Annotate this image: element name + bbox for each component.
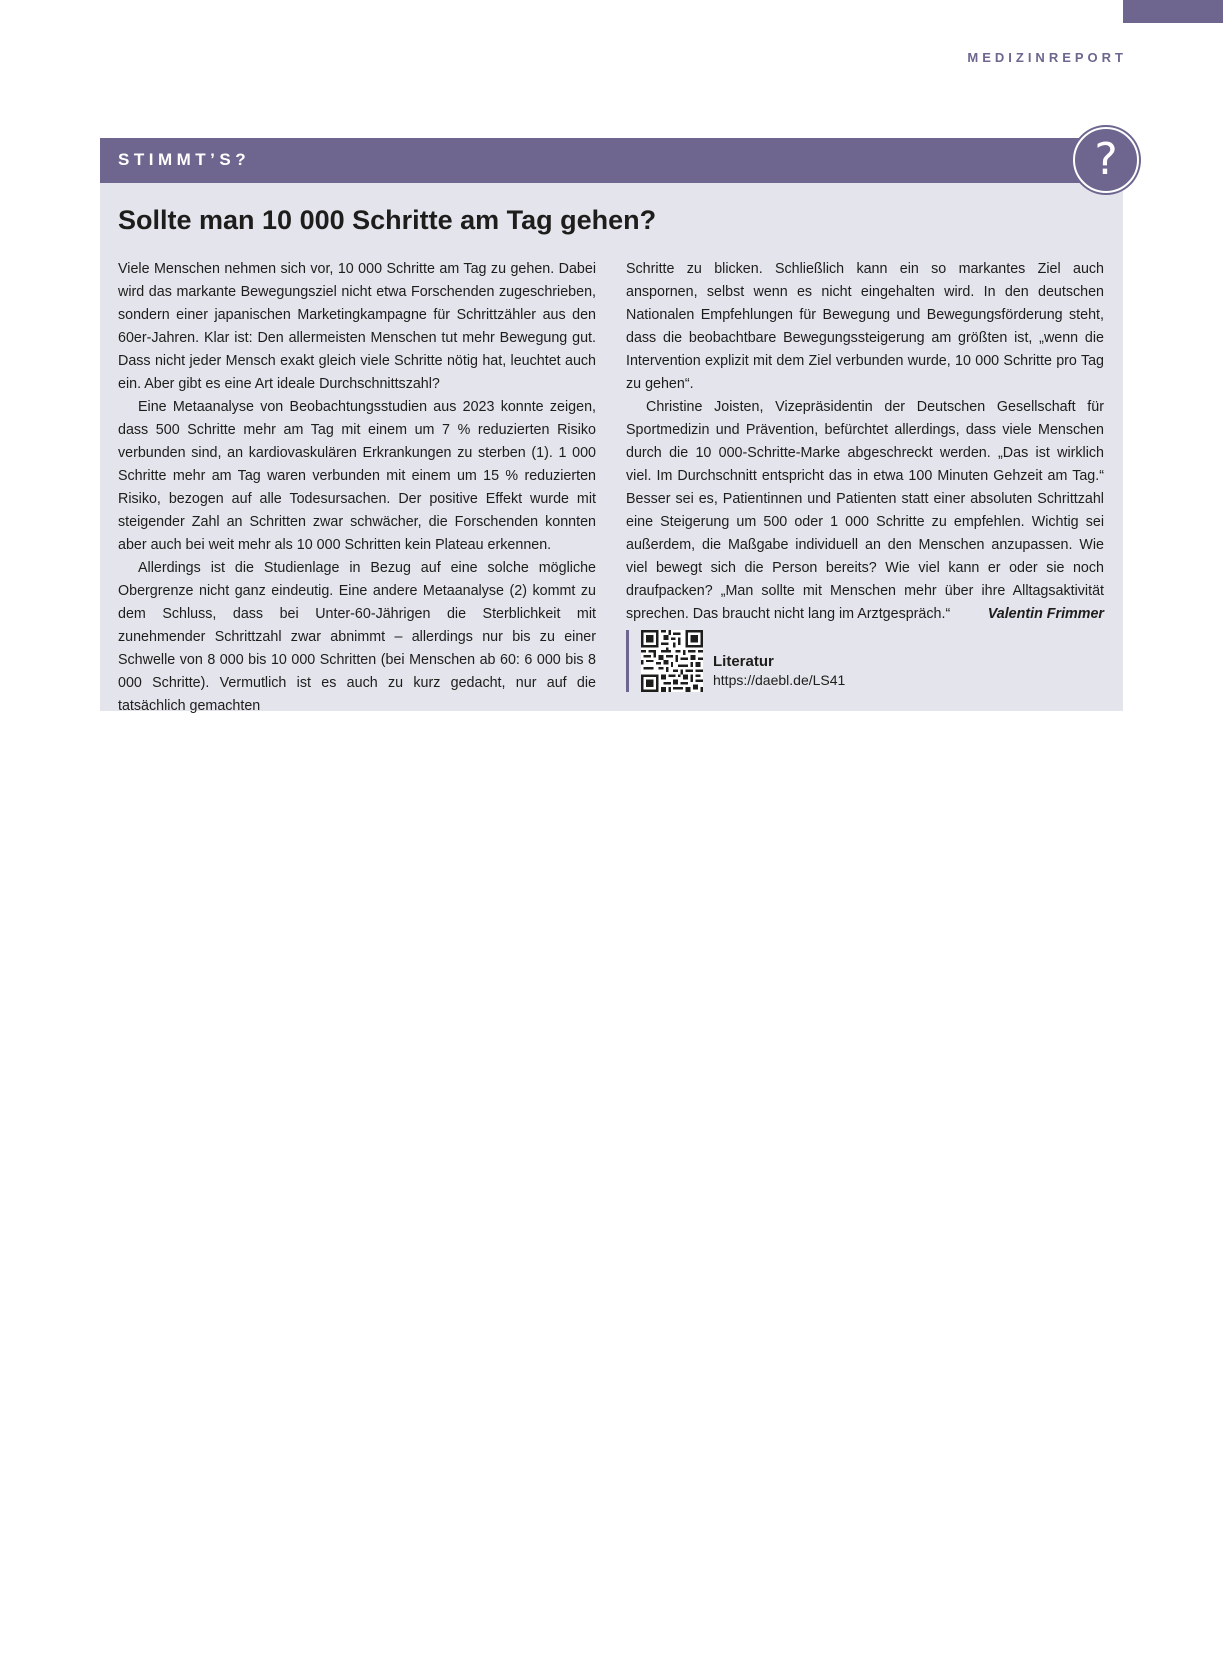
literature-text [713, 652, 845, 690]
literature-link[interactable]: https://daebl.de/LS41 [713, 672, 846, 688]
paragraph-text: Christine Joisten, Vizepräsidentin der Deutschen Gesellschaft für Sportmedizin und Prävention, befürchtet allerdings, dass viele Menschen durch die 10 000-Schritte-Marke abgeschreckt werden. „Das ist wirklich viel. Im Durchschnitt entspricht das in etwa 100 Minuten Gehzeit am Tag.“ Besser sei es, Patientinnen und Patienten statt einer absoluten Schrittzahl eine Steigerung um 500 oder 1 000 Schritte zu empfehlen. Wichtig sei außerdem, die Maßgabe individuell an den Menschen anzupassen. Wie viel bewegt sich die Person bereits? Wie viel kann er oder sie noch draufpacken? „Man sollte mit Menschen mehr über ihre Alltagsaktivität sprechen. Das braucht nicht lang im Arztgespräch.“ [626, 399, 1104, 622]
literature-block [626, 630, 845, 692]
question-mark-circle-icon: ? [1073, 127, 1139, 193]
qr-code-icon[interactable] [641, 630, 703, 692]
box-label: STIMMT’S? [118, 150, 251, 169]
paragraph: Viele Menschen nehmen sich vor, 10 000 Schritte am Tag zu gehen. Dabei wird das markante Bewegungsziel nicht etwa Forschenden zugeschrieben, sondern einer japanischen Marketingkampagne für Schrittzähler aus den 60er-Jahren. Klar ist: Den allermeisten Menschen tut mehr Bewegung gut. Dass nicht jeder Mensch exakt gleich viele Schritte nötig hat, leuchtet auch ein. Aber gibt es eine Art ideale Durchschnittszahl? [118, 261, 596, 392]
article-box [100, 138, 1123, 714]
article-column-left [118, 258, 596, 718]
paragraph: Allerdings ist die Studienlage in Bezug auf eine solche mögliche Obergrenze nicht ganz eindeutig. Eine andere Metaanalyse (2) kommt zu dem Schluss, dass bei Unter-60-Jährigen die Sterblichkeit mit zunehmender Schrittzahl zwar abnimmt – allerdings nur bis zu einer Schwelle von 8 000 bis 10 000 Schritten (bei Menschen ab 60: 6 000 bis 8 000 Schritte). Vermutlich ist es auch zu kurz gedacht, nur auf die tatsächlich gemachten [118, 560, 596, 714]
section-label: MEDIZINREPORT [967, 50, 1127, 65]
box-header [100, 138, 1123, 183]
paragraph-with-author [626, 396, 1104, 626]
article-column-right [626, 258, 1104, 626]
corner-tab [1123, 0, 1223, 23]
article-headline: Sollte man 10 000 Schritte am Tag gehen? [118, 205, 657, 235]
author-name: Valentin Frimmer [987, 606, 1104, 622]
literature-title: Literatur [713, 653, 774, 670]
paragraph: Eine Metaanalyse von Beobachtungsstudien aus 2023 konnte zeigen, dass 500 Schritte mehr am Tag mit einem um 7 % reduzierten Risiko verbunden sind, an kardiovaskulären Erkrankungen zu sterben (1). 1 000 Schritte mehr am Tag waren verbunden mit einem um 15 % reduzierten Risiko, bezogen auf alle Todesursachen. Der positive Effekt wurde mit steigender Zahl an Schritten zwar schwächer, die Forschenden konnten aber auch bei weit mehr als 10 000 Schritten kein Plateau erkennen. [118, 399, 596, 553]
paragraph: Schritte zu blicken. Schließlich kann ein so markantes Ziel auch anspornen, selbst wenn es nicht eingehalten wird. In den deutschen Nationalen Empfehlungen für Bewegung und Bewegungsförderung steht, dass die beobachtbare Bewegungssteigerung am größten ist, „wenn die Intervention explizit mit dem Ziel verbunden wurde, 10 000 Schritte pro Tag zu gehen“. [626, 261, 1104, 392]
